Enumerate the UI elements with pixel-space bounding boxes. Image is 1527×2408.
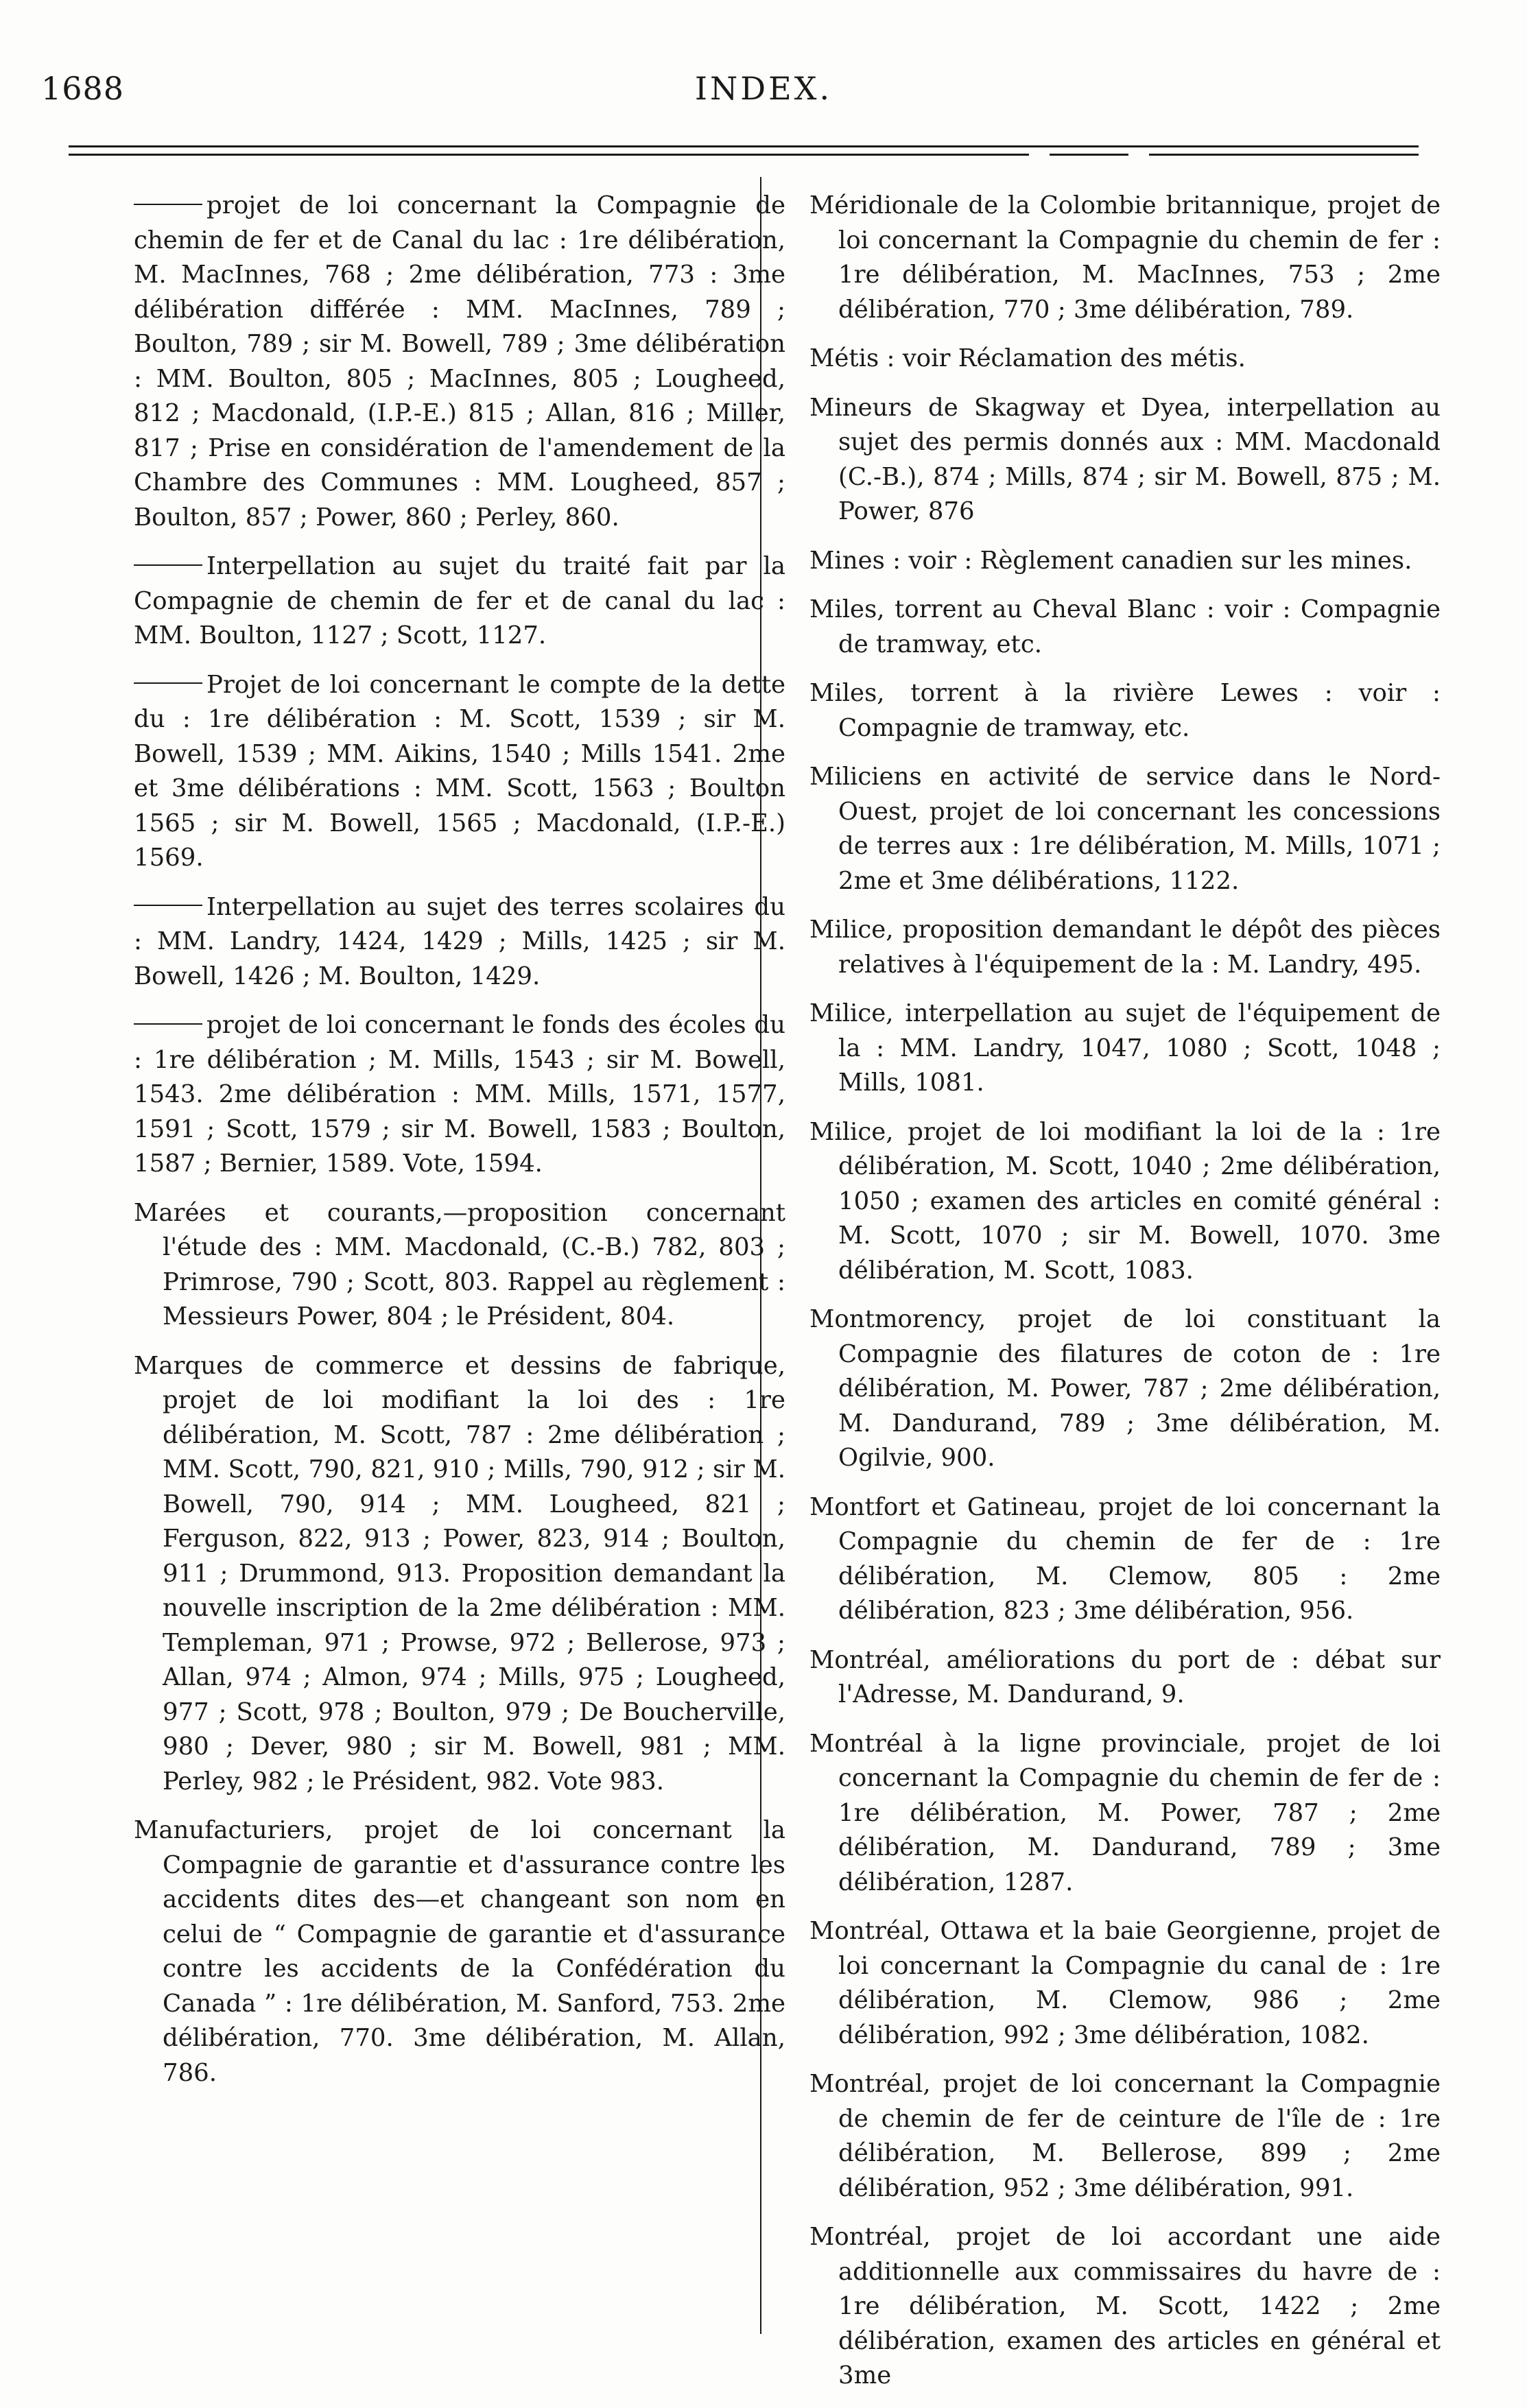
entry-text: Interpellation au sujet du traité fait par la Compagnie de chemin de fer et de canal du lac : MM. Boulton, 1127 ; Scott, 1127. <box>134 552 785 649</box>
continuation-dash <box>134 564 202 566</box>
index-entry <box>134 549 785 654</box>
index-entry <box>134 1008 785 1182</box>
index-entry <box>134 890 785 994</box>
header-rule-top <box>69 145 1419 147</box>
index-entry: Montréal, améliorations du port de : débat sur l'Adresse, M. Dandurand, 9. <box>809 1645 1441 1708</box>
continuation-dash <box>134 905 202 906</box>
page-number: 1688 <box>41 70 125 107</box>
entry-text: projet de loi concernant la Compagnie de chemin de fer et de Canal du lac : 1re délibération, M. MacInnes, 768 ; 2me délibération, 773 : 3me délibération différée : MM. MacInnes, 789 ; Boulton, 789 ; sir M. Bowell, 789 ; 3me délibération : MM. Boulton, 805 ; MacInnes, 805 ; Lougheed, 812 ; Macdonald, (I.P.-E.) 815 ; Allan, 816 ; Miller, 817 ; Prise en considération de l'amendement de la Chambre des Communes : MM. Lougheed, 857 ; Boulton, 857 ; Power, 860 ; Perley, 860. <box>134 191 785 532</box>
left-column <box>134 189 785 2105</box>
index-entry: Montmorency, projet de loi constituant la Compagnie des filatures de coton de : 1re délibération, M. Power, 787 ; 2me délibération, M. Dandurand, 789 ; 3me délibération, M. Ogilvie, 900. <box>809 1305 1441 1472</box>
index-entry: Milice, proposition demandant le dépôt des pièces relatives à l'équipement de la : M. Landry, 495. <box>809 916 1441 979</box>
index-entry: Mines : voir : Règlement canadien sur les mines. <box>809 546 1412 575</box>
page-title: INDEX. <box>694 70 833 107</box>
index-entry: Méridionale de la Colombie britannique, projet de loi concernant la Compagnie du chemin de fer : 1re délibération, M. MacInnes, 753 ; 2me délibération, 770 ; 3me délibération, 789. <box>809 191 1441 324</box>
right-column <box>809 189 1441 2408</box>
continuation-dash <box>134 682 202 684</box>
header-rule-right <box>1149 154 1419 156</box>
index-entry: Métis : voir Réclamation des métis. <box>809 344 1246 372</box>
entry-text: Interpellation au sujet des terres scolaires du : MM. Landry, 1424, 1429 ; Mills, 1425 ; sir M. Bowell, 1426 ; M. Boulton, 1429. <box>134 892 785 990</box>
index-entry: Montfort et Gatineau, projet de loi concernant la Compagnie du chemin de fer de : 1re délibération, M. Clemow, 805 : 2me délibération, 823 ; 3me délibération, 956. <box>809 1492 1441 1625</box>
index-entry: Miliciens en activité de service dans le Nord-Ouest, projet de loi concernant les concessions de terres aux : 1re délibération, M. Mills, 1071 ; 2me et 3me délibérations, 1122. <box>809 763 1441 895</box>
continuation-dash <box>134 1023 202 1025</box>
index-entry: Montréal, Ottawa et la baie Georgienne, projet de loi concernant la Compagnie du canal de : 1re délibération, M. Clemow, 986 ; 2me délibération, 992 ; 3me délibération, 1082. <box>809 1917 1441 2049</box>
index-entry: Miles, torrent à la rivière Lewes : voir : Compagnie de tramway, etc. <box>809 679 1441 742</box>
index-entry: Miles, torrent au Cheval Blanc : voir : Compagnie de tramway, etc. <box>809 595 1441 658</box>
index-entry: Manufacturiers, projet de loi concernant la Compagnie de garantie et d'assurance contre les accidents dites des—et changeant son nom en celui de “ Compagnie de garantie et d'assurance contre les accidents de la Confédération du Canada ” : 1re délibération, M. Sanford, 753. 2me délibération, 770. 3me délibération, M. Allan, 786. <box>134 1816 785 2087</box>
continuation-dash <box>134 204 202 205</box>
index-entry: Marées et courants,—proposition concernant l'étude des : MM. Macdonald, (C.-B.) 782, 803 ; Primrose, 790 ; Scott, 803. Rappel au règlement : Messieurs Power, 804 ; le Président, 804. <box>134 1198 785 1331</box>
index-entry: Milice, projet de loi modifiant la loi de la : 1re délibération, M. Scott, 1040 ; 2me délibération, 1050 ; examen des articles en comité général : M. Scott, 1070 ; sir M. Bowell, 1070. 3me délibération, M. Scott, 1083. <box>809 1117 1441 1285</box>
entry-text: Projet de loi concernant le compte de la dette du : 1re délibération : M. Scott, 1539 ; sir M. Bowell, 1539 ; MM. Aikins, 1540 ; Mills 1541. 2me et 3me délibérations : MM. Scott, 1563 ; Boulton 1565 ; sir M. Bowell, 1565 ; Macdonald, (I.P.-E.) 1569. <box>134 670 785 872</box>
header-rule-left <box>69 154 1029 156</box>
header-rule-mid <box>1050 154 1128 156</box>
index-entry: Milice, interpellation au sujet de l'équipement de la : MM. Landry, 1047, 1080 ; Scott, 1048 ; Mills, 1081. <box>809 999 1441 1097</box>
index-entry: Montréal à la ligne provinciale, projet de loi concernant la Compagnie du chemin de fer de : 1re délibération, M. Power, 787 ; 2me délibération, M. Dandurand, 789 ; 3me délibération, 1287. <box>809 1729 1441 1896</box>
entry-text: projet de loi concernant le fonds des écoles du : 1re délibération ; M. Mills, 1543 ; sir M. Bowell, 1543. 2me délibération : MM. Mills, 1571, 1577, 1591 ; Scott, 1579 ; sir M. Bowell, 1583 ; Boulton, 1587 ; Bernier, 1589. Vote, 1594. <box>134 1011 785 1178</box>
index-entry <box>134 189 785 535</box>
index-entry <box>134 668 785 876</box>
index-entry: Montréal, projet de loi accordant une aide additionnelle aux commissaires du havre de : 1re délibération, M. Scott, 1422 ; 2me délibération, examen des articles en général et 3me <box>809 2223 1441 2389</box>
index-entry: Mineurs de Skagway et Dyea, interpellation au sujet des permis donnés aux : MM. Macdonald (C.-B.), 874 ; Mills, 874 ; sir M. Bowell, 875 ; M. Power, 876 <box>809 393 1441 525</box>
index-entry: Marques de commerce et dessins de fabrique, projet de loi modifiant la loi des : 1re délibération, M. Scott, 787 : 2me délibération ; MM. Scott, 790, 821, 910 ; Mills, 790, 912 ; sir M. Bowell, 790, 914 ; MM. Lougheed, 821 ; Ferguson, 822, 913 ; Power, 823, 914 ; Boulton, 911 ; Drummond, 913. Proposition demandant la nouvelle inscription de la 2me délibération : MM. Templeman, 971 ; Prowse, 972 ; Bellerose, 973 ; Allan, 974 ; Almon, 974 ; Mills, 975 ; Lougheed, 977 ; Scott, 978 ; Boulton, 979 ; De Boucherville, 980 ; Dever, 980 ; sir M. Bowell, 981 ; MM. Perley, 982 ; le Président, 982. Vote 983. <box>134 1351 785 1796</box>
index-entry: Montréal, projet de loi concernant la Compagnie de chemin de fer de ceinture de l'île de : 1re délibération, M. Bellerose, 899 ; 2me délibération, 952 ; 3me délibération, 991. <box>809 2070 1441 2202</box>
